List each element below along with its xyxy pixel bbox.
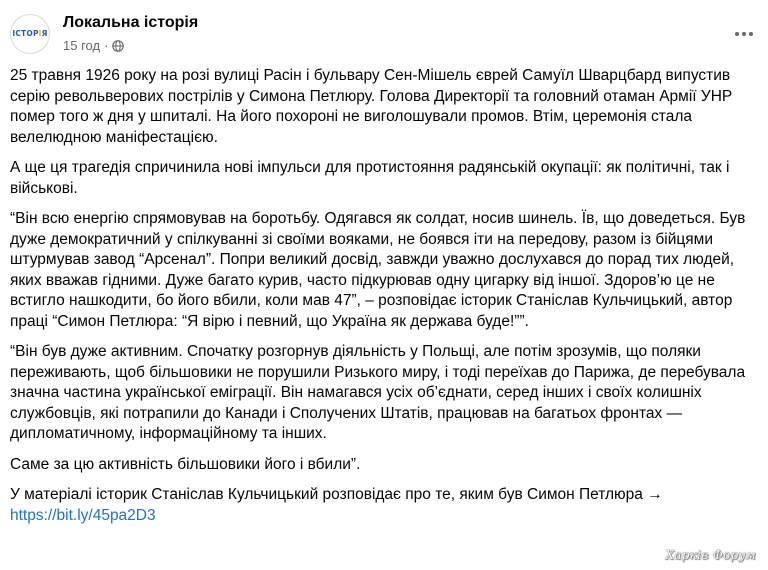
post-paragraph: Саме за цю активність більшовики його і вбили”.	[10, 455, 361, 473]
more-options-icon[interactable]	[730, 22, 758, 46]
post-header	[10, 10, 758, 60]
post-paragraph: А ще ця трагедія спричинила нові імпульси для протистояння радянській окупації: як політичні, так і військові.	[10, 159, 730, 197]
article-link[interactable]: https://bit.ly/45pa2D3	[10, 506, 156, 524]
meta-separator: ·	[104, 38, 109, 53]
post-meta	[63, 38, 124, 53]
post-paragraph: У матеріалі історик Станіслав Кульчицький розповідає про те, яким був Симон Петлюра →	[10, 486, 663, 503]
avatar[interactable]	[10, 14, 50, 54]
watermark: Харків Форум	[665, 548, 756, 562]
post-paragraph-with-link	[10, 485, 756, 526]
page-author-name[interactable]: Локальна історія	[63, 14, 199, 31]
avatar-logo-text: ІСТОРІЯ	[12, 29, 48, 39]
post-paragraph: “Він всю енергію спрямовував на боротьбу. Одягався як солдат, носив шинель. Їв, що доведеться. Був дуже демократичний у спілкуванні зі своїми вояками, не боявся іти на передову, разом із бійцями штурмував завод “Арсенал”. Попри великий досвід, завжди уважно дослухався до порад тих людей, яких вважав гідними. Дуже багато курив, часто підкурював одну цигарку від іншої. Здоров’ю це не встигло нашкодити, бо його вбили, коли мав 47”, – розповідає історик Станіслав Кульчицький, автор праці “Симон Петлюра: “Я вірю і певний, що Україна як держава буде!””.	[10, 210, 746, 330]
globe-icon[interactable]	[112, 40, 124, 52]
post-time[interactable]: 15 год	[63, 38, 101, 53]
post-body	[10, 66, 756, 536]
post-paragraph: “Він був дуже активним. Спочатку розгорнув діяльність у Польщі, але потім зрозумів, що поляки переживають, щоб більшовики не порушили Ризького миру, і тоді переїхав до Парижа, де перебувала значна частина української еміграції. Він намагався усіх об’єднати, серед інших і своїх колишніх службовців, які потрапили до Канади і Сполучених Штатів, працював на багатьох фронтах — дипломатичному, інформаційному та інших.	[10, 343, 746, 442]
post-paragraph: 25 травня 1926 року на розі вулиці Расін і бульвару Сен-Мішель єврей Самуїл Шварцбард випустив серію револьверових пострілів у Симона Петлюру. Голова Директорії та головний отаман Армії УНР помер того ж дня у шпиталі. На його похороні не виголошували промов. Втім, церемонія стала велелюдною маніфестацією.	[10, 67, 733, 146]
